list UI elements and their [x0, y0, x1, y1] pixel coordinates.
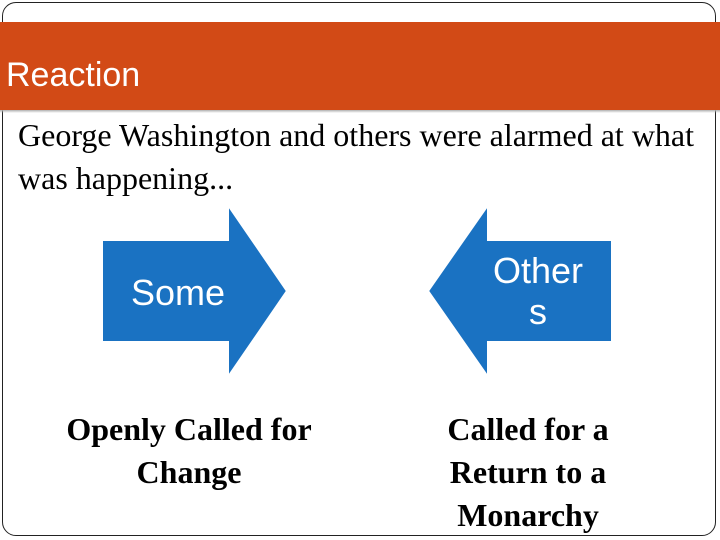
body-paragraph: George Washington and others were alarmed at what was happening... [18, 117, 695, 196]
right-arrow-label-line1: Other [492, 250, 584, 291]
right-caption: Called for a Return to a Monarchy [447, 411, 609, 533]
right-arrow-label-line2: s [529, 291, 547, 333]
left-caption: Openly Called for Change [66, 411, 312, 490]
left-arrow-label: Some [130, 272, 226, 313]
slide-title: Reaction [6, 56, 141, 94]
right-arrow-label [468, 250, 608, 333]
